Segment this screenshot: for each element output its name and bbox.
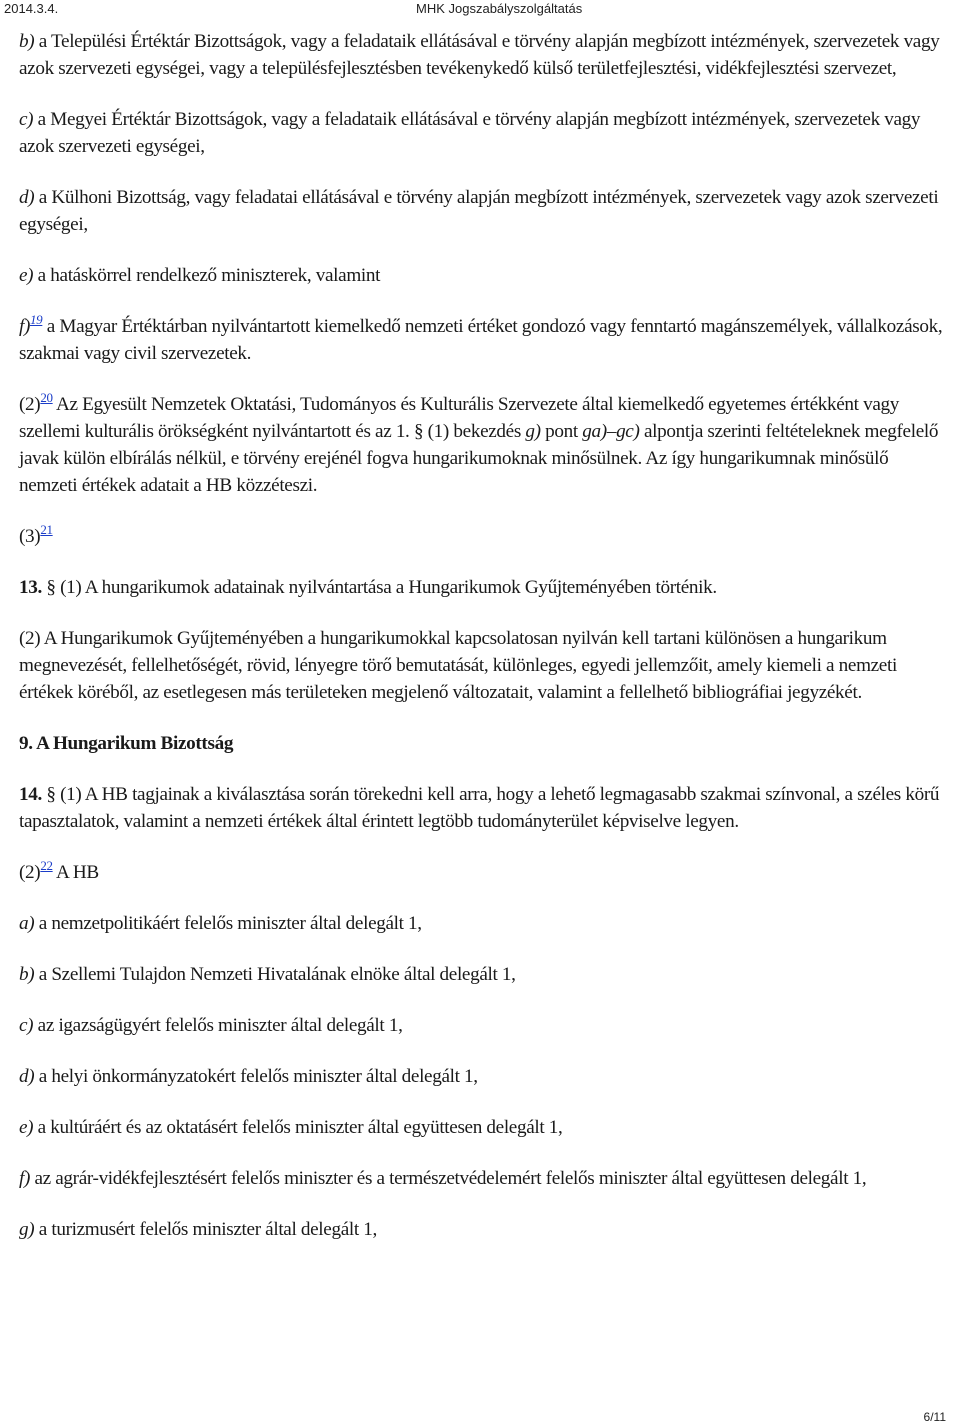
point-e	[19, 262, 944, 289]
paragraph-text: (2) A Hungarikumok Gyűjteményében a hungarikumokkal kapcsolatosan nyilván kell tartani különösen a hungarikum megnevezését, fellelhetőségét, rövid, lényegre törő bemutatását, különleges, egyedi jellemzőit, amely kiemeli a nemzeti értékek köréből, az esetlegesen más területeken megjelenő változatait, valamint a fellelhető bibliográfiai jegyzékét.	[19, 628, 897, 703]
page-number: 6/11	[923, 1410, 946, 1424]
point-text: az igazságügyért felelős miniszter által delegált 1,	[33, 1015, 403, 1036]
point-marker: d)	[19, 1066, 35, 1087]
list-item-a	[19, 910, 944, 937]
paragraph-text: A HB	[52, 862, 99, 883]
paragraph-2	[19, 391, 944, 499]
point-text: a kultúráért és az oktatásért felelős miniszter által együttesen delegált 1,	[33, 1117, 563, 1138]
paragraph-text: pont	[540, 421, 583, 442]
paragraph-number: (2)	[19, 862, 41, 883]
point-marker: c)	[19, 1015, 34, 1036]
list-item-g	[19, 1216, 944, 1243]
point-marker: f)	[19, 1168, 31, 1189]
list-item-e	[19, 1114, 944, 1141]
point-marker: f)	[19, 316, 31, 337]
section-13-paragraph-2	[19, 625, 944, 706]
point-text: a Magyar Értéktárban nyilvántartott kiemelkedő nemzeti értéket gondozó vagy fenntartó magánszemélyek, vállalkozások, szakmai vagy civil szervezetek.	[19, 316, 943, 364]
section-text: § (1) A hungarikumok adatainak nyilvántartása a Hungarikumok Gyűjteményében történik.	[41, 577, 717, 598]
page-header	[0, 0, 960, 20]
point-marker: a)	[19, 913, 35, 934]
list-item-b	[19, 961, 944, 988]
section-number: 13.	[19, 577, 42, 598]
point-text: a hatáskörrel rendelkező miniszterek, valamint	[33, 265, 381, 286]
footnote-link-20[interactable]: 20	[40, 390, 53, 405]
section-number: 14.	[19, 784, 42, 805]
site-title: MHK Jogszabályszolgáltatás	[416, 1, 583, 16]
section-14-paragraph-2	[19, 859, 944, 886]
list-item-d	[19, 1063, 944, 1090]
paragraph-number: (2)	[19, 394, 41, 415]
point-f	[19, 313, 944, 367]
paragraph-3	[19, 523, 944, 550]
point-marker: b)	[19, 964, 35, 985]
point-b	[19, 28, 944, 82]
point-text: a Települési Értéktár Bizottságok, vagy a feladataik ellátásával e törvény alapján megbízott intézmények, szervezetek vagy azok szervezeti egységei, vagy a településfejlesztésben tevékenykedő külső területfejlesztési, vidékfejlesztési szervezet,	[19, 31, 940, 79]
document-body	[19, 26, 944, 1243]
footnote-link-19[interactable]: 19	[30, 312, 43, 327]
footnote-link-21[interactable]: 21	[40, 522, 53, 537]
section-14	[19, 781, 944, 835]
point-ref-g: g)	[525, 421, 541, 442]
chapter-heading: 9. A Hungarikum Bizottság	[19, 733, 234, 754]
point-marker: d)	[19, 187, 35, 208]
section-text: § (1) A HB tagjainak a kiválasztása során törekedni kell arra, hogy a lehető legmagasabb szakmai színvonal, a széles körű tapasztalatok, valamint a nemzeti értékek által érintett legtöbb tudományterület képviselve legyen.	[19, 784, 940, 832]
point-text: a Megyei Értéktár Bizottságok, vagy a feladataik ellátásával e törvény alapján megbízott intézmények, szervezetek vagy azok szervezeti egységei,	[19, 109, 921, 157]
subpoint-ref: ga)–gc)	[582, 421, 640, 442]
point-d	[19, 184, 944, 238]
footnote-link-22[interactable]: 22	[40, 858, 53, 873]
point-marker: g)	[19, 1219, 35, 1240]
point-text: a nemzetpolitikáért felelős miniszter által delegált 1,	[34, 913, 422, 934]
point-text: a turizmusért felelős miniszter által delegált 1,	[34, 1219, 377, 1240]
point-text: a helyi önkormányzatokért felelős miniszter által delegált 1,	[34, 1066, 478, 1087]
paragraph-text: alpontja szerinti feltételeknek megfelelő javak külön elbírálás nélkül, e törvény erejénél fogva hungarikumoknak minősülnek. Az így hungarikumnak minősülő nemzeti értékek adatait a HB közzéteszi.	[19, 421, 939, 496]
point-marker: c)	[19, 109, 34, 130]
point-text: az agrár-vidékfejlesztésért felelős miniszter és a természetvédelemért felelős miniszter által együttesen delegált 1,	[30, 1168, 867, 1189]
list-item-f	[19, 1165, 944, 1192]
list-item-c	[19, 1012, 944, 1039]
point-text: a Külhoni Bizottság, vagy feladatai ellátásával e törvény alapján megbízott intézmények, szervezetek vagy azok szervezeti egységei,	[19, 187, 939, 235]
section-13	[19, 574, 944, 601]
print-date: 2014.3.4.	[4, 1, 59, 16]
paragraph-number: (3)	[19, 526, 41, 547]
point-text: a Szellemi Tulajdon Nemzeti Hivatalának elnöke által delegált 1,	[34, 964, 516, 985]
paragraph-text: Az Egyesült Nemzetek Oktatási, Tudományos és Kulturális Szervezete által kiemelkedő egyetemes értékként vagy szellemi kulturális örökségként nyilvántartott és az 1. § (1) bekezdés	[19, 394, 899, 442]
point-c	[19, 106, 944, 160]
point-marker: e)	[19, 265, 34, 286]
point-marker: b)	[19, 31, 35, 52]
point-marker: e)	[19, 1117, 34, 1138]
